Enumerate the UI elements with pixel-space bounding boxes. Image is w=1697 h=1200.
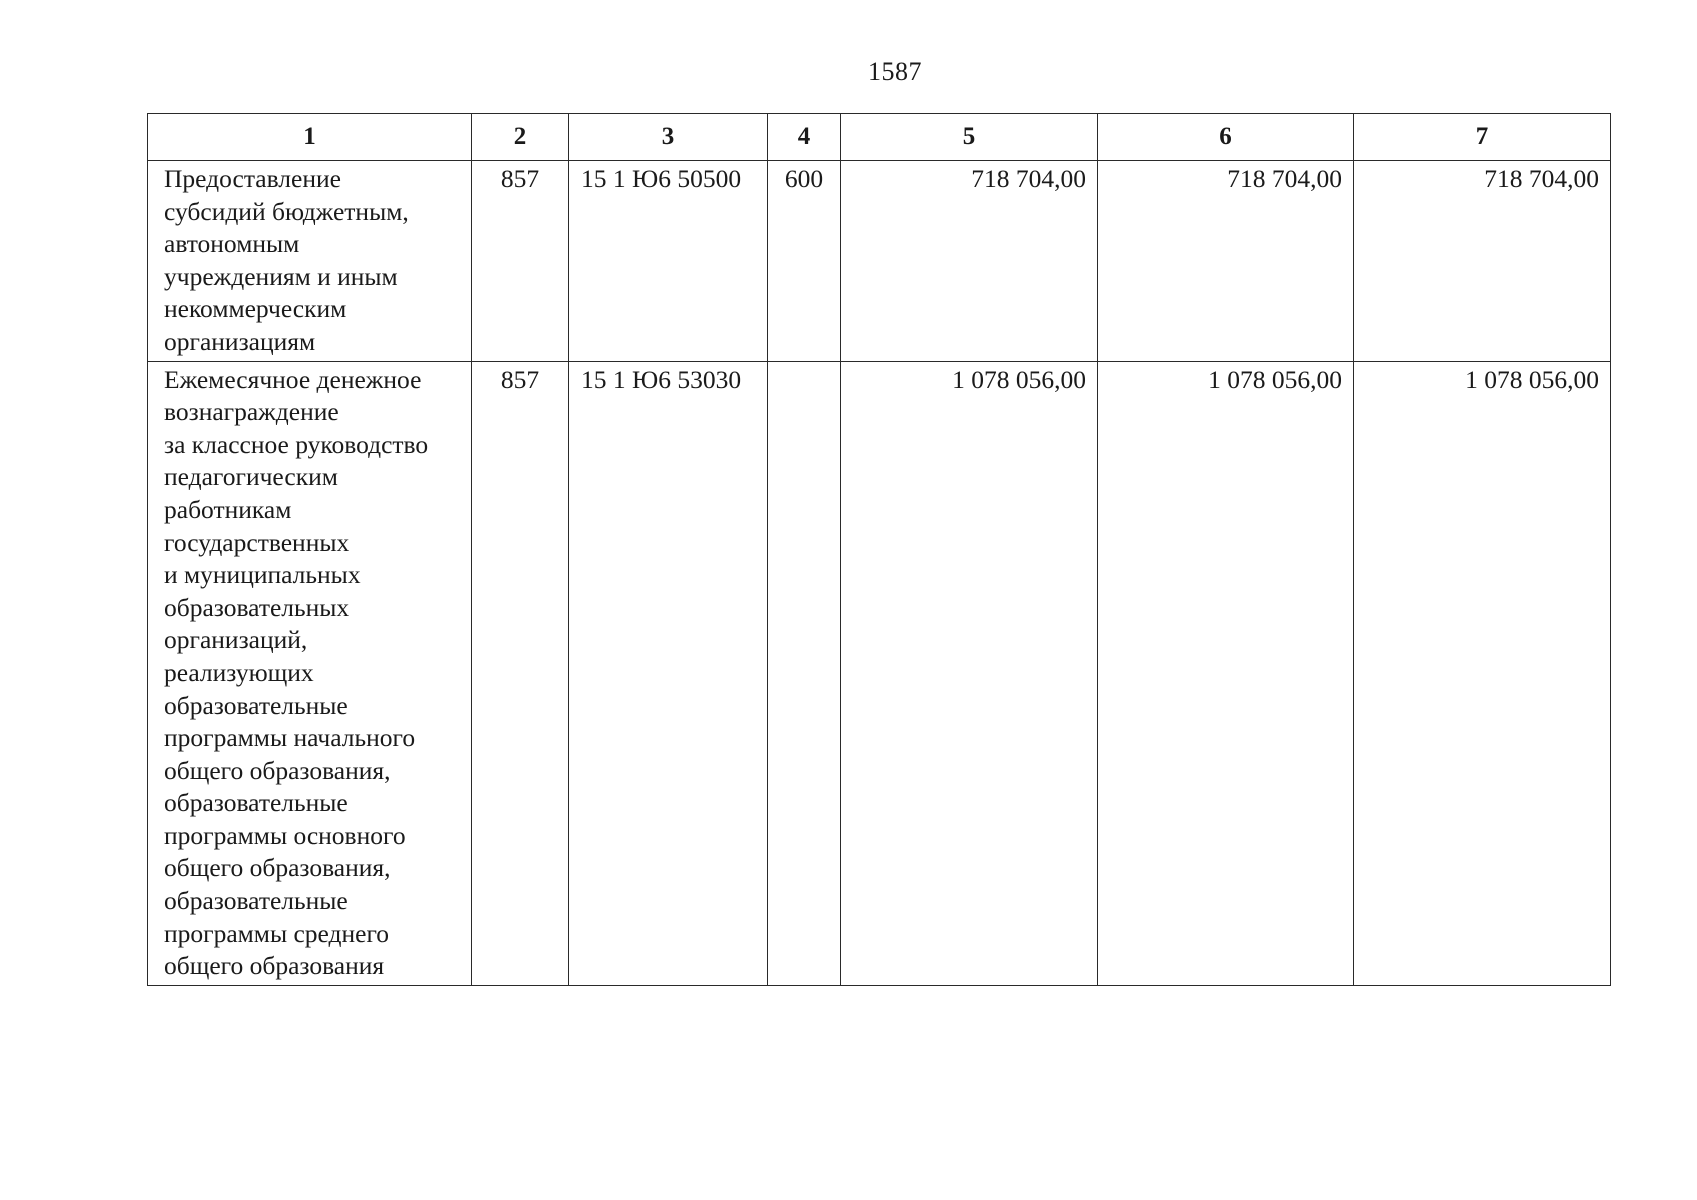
column-header-7: 7 [1354,114,1611,161]
table-header-row [148,114,1611,161]
row-expense-type-cell: 600 [768,161,841,362]
column-header-2: 2 [472,114,569,161]
row-amount-cell-7: 718 704,00 [1354,161,1611,362]
row-code-cell: 857 [472,161,569,362]
row-amount-cell-7: 1 078 056,00 [1354,361,1611,985]
row-name-cell: Предоставление субсидий бюджетным, автономным учреждениям и иным некоммерческим организациям [148,161,472,362]
budget-table [147,113,1611,986]
column-header-6: 6 [1098,114,1354,161]
row-amount-cell-5: 718 704,00 [841,161,1098,362]
row-amount-cell-6: 718 704,00 [1098,161,1354,362]
row-expense-type-cell [768,361,841,985]
column-header-3: 3 [569,114,768,161]
row-name-cell: Ежемесячное денежное вознаграждение за классное руководство педагогическим работникам государственных и муниципальных образовательных организаций, реализующих образовательные программы начального общего образования, образовательные программы основного общего образования, образовательные программы среднего общего образования [148,361,472,985]
row-amount-cell-6: 1 078 056,00 [1098,361,1354,985]
row-code-cell: 857 [472,361,569,985]
row-amount-cell-5: 1 078 056,00 [841,361,1098,985]
page-number: 1587 [868,57,922,86]
column-header-5: 5 [841,114,1098,161]
column-header-1: 1 [148,114,472,161]
table-row [148,161,1611,362]
row-target-code-cell: 15 1 Ю6 53030 [569,361,768,985]
column-header-4: 4 [768,114,841,161]
row-target-code-cell: 15 1 Ю6 50500 [569,161,768,362]
table-row [148,361,1611,985]
